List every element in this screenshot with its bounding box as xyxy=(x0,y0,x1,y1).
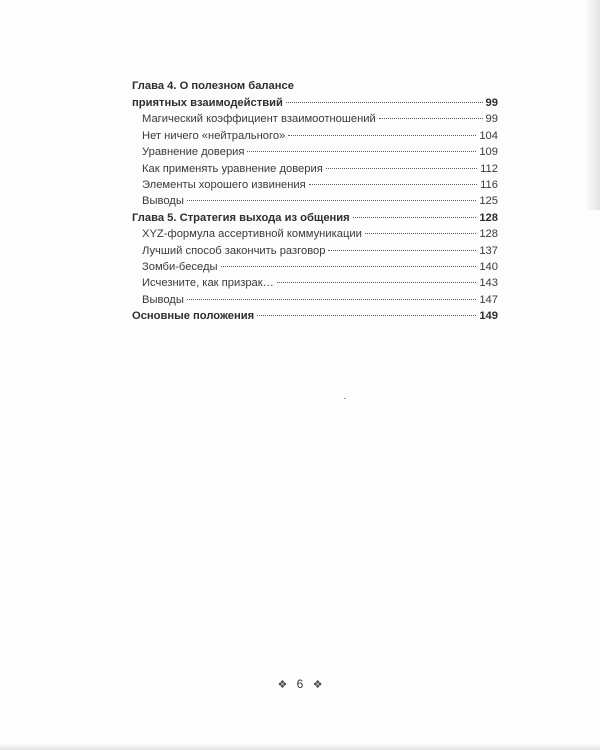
page-bottom-shadow xyxy=(0,744,600,750)
toc-entry-label: Зомби-беседы xyxy=(142,260,218,273)
dot-leader xyxy=(257,315,476,316)
toc-entry-page: 125 xyxy=(479,195,498,208)
summary-page: 149 xyxy=(479,310,498,323)
toc-entry-label: Выводы xyxy=(142,195,184,208)
toc-entry-page: 143 xyxy=(479,277,498,290)
chapter-4-title-text: Глава 4. О полезном балансе xyxy=(132,80,294,92)
toc-entry-page: 147 xyxy=(479,293,498,306)
toc-entry xyxy=(132,226,498,242)
chapter-4-page: 99 xyxy=(485,97,498,109)
page-footer xyxy=(0,677,600,691)
ornament-left-icon: ❖ xyxy=(277,679,288,691)
toc-entry xyxy=(132,144,498,160)
toc-entry xyxy=(132,128,498,144)
toc-entry xyxy=(132,275,498,291)
toc-entry xyxy=(132,193,498,209)
chapter-4-title-line1 xyxy=(132,78,498,95)
toc-entry-page: 116 xyxy=(480,178,498,191)
toc-entry-label: Как применять уравнение доверия xyxy=(142,162,323,175)
toc-entry-label: XYZ-формула ассертивной коммуникации xyxy=(142,228,362,241)
chapter-5-page: 128 xyxy=(479,211,498,224)
dot-leader xyxy=(326,168,477,169)
dot-leader xyxy=(277,282,476,283)
toc-entry xyxy=(132,177,498,193)
dot-leader xyxy=(288,135,476,136)
toc-entry-page: 128 xyxy=(479,228,498,241)
toc-entry-page: 104 xyxy=(479,129,498,142)
toc-entry-page: 140 xyxy=(479,260,498,273)
toc-entry xyxy=(132,259,498,275)
dot-leader xyxy=(187,299,476,300)
toc-entry-label: Нет ничего «нейтрального» xyxy=(142,129,286,142)
chapter-5-title: Глава 5. Стратегия выхода из общения xyxy=(132,211,350,224)
dot-leader xyxy=(353,217,477,218)
dot-leader xyxy=(247,151,476,152)
table-of-contents xyxy=(132,78,498,324)
chapter-4-heading xyxy=(132,95,498,111)
toc-entry xyxy=(132,161,498,177)
toc-entry-label: Уравнение доверия xyxy=(142,146,245,159)
scan-speck xyxy=(344,398,346,399)
dot-leader xyxy=(187,200,476,201)
toc-entry xyxy=(132,243,498,259)
dot-leader xyxy=(379,118,483,119)
toc-entry-label: Лучший способ закончить разговор xyxy=(142,244,326,257)
ornament-right-icon: ❖ xyxy=(312,679,323,691)
chapter-5-heading xyxy=(132,210,498,226)
toc-entry-label: Исчезните, как призрак… xyxy=(142,277,274,290)
toc-entry xyxy=(132,111,498,127)
summary-heading xyxy=(132,308,498,324)
toc-entry-page: 99 xyxy=(485,113,498,126)
dot-leader xyxy=(328,250,476,251)
dot-leader xyxy=(365,233,476,234)
dot-leader xyxy=(286,102,483,103)
toc-entry-label: Выводы xyxy=(142,293,184,306)
dot-leader xyxy=(221,266,477,267)
chapter-4-title-line2: приятных взаимодействий xyxy=(132,97,283,109)
page-edge-shadow xyxy=(586,0,600,210)
toc-entry xyxy=(132,292,498,308)
summary-title: Основные положения xyxy=(132,310,255,323)
page-number: 6 xyxy=(296,677,304,691)
dot-leader xyxy=(309,184,477,185)
toc-entry-label: Магический коэффициент взаимоотношений xyxy=(142,113,376,126)
toc-entry-page: 112 xyxy=(480,162,498,175)
toc-entry-page: 109 xyxy=(479,146,498,159)
toc-entry-label: Элементы хорошего извинения xyxy=(142,178,306,191)
toc-entry-page: 137 xyxy=(479,244,498,257)
